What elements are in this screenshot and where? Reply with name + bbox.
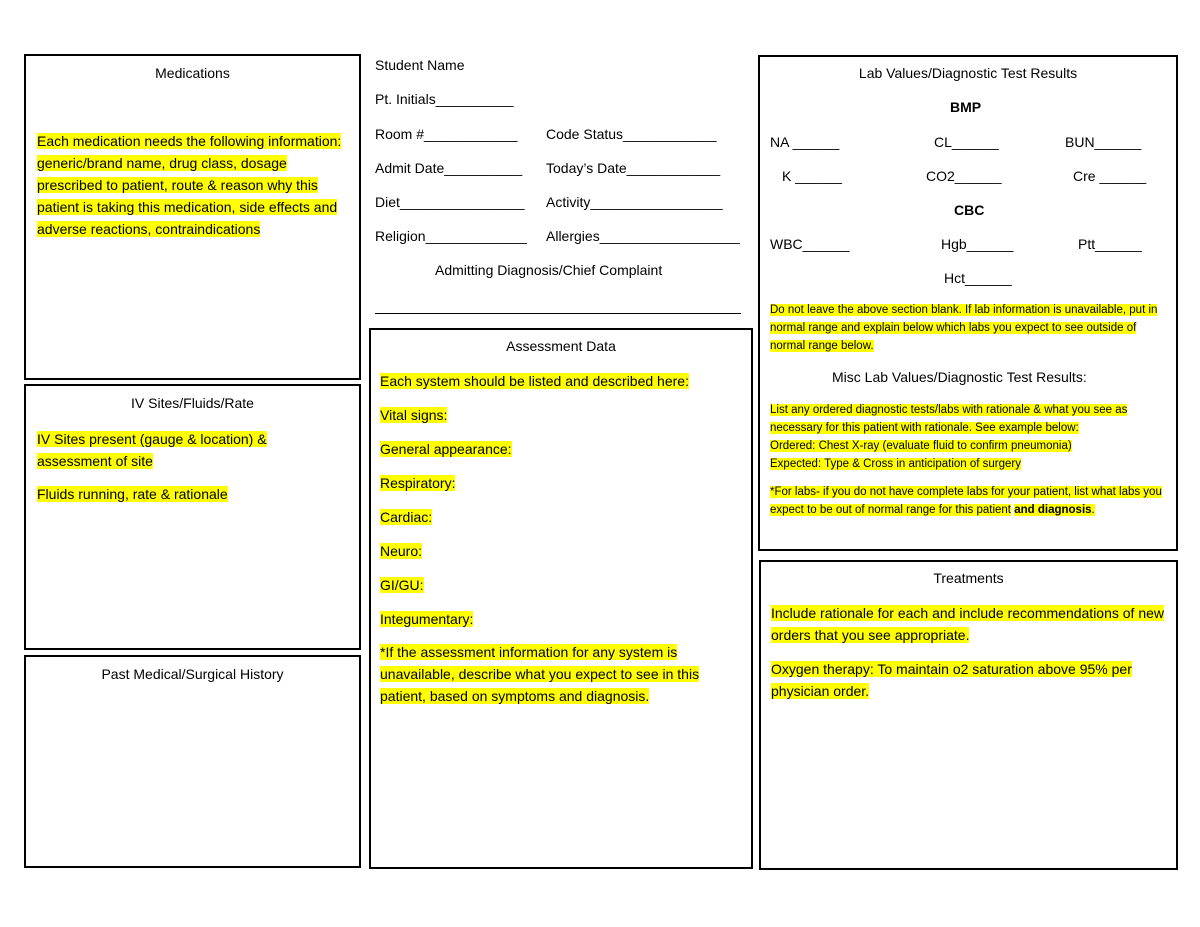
code-status-field: Code Status____________: [546, 126, 717, 142]
misc-labs-instructions: List any ordered diagnostic tests/labs with rationale & what you see as necessary for this patient with rationale. See example below:: [770, 404, 1128, 434]
integumentary-label: Integumentary:: [380, 611, 474, 627]
assessment-box: [369, 328, 753, 869]
cardiac-label: Cardiac:: [380, 509, 433, 525]
pmh-title: Past Medical/Surgical History: [101, 666, 284, 682]
lab-wbc: WBC______: [770, 236, 850, 252]
assessment-instructions: Each system should be listed and described here:: [380, 373, 689, 389]
iv-fluids-note: Fluids running, rate & rationale: [37, 486, 228, 502]
lab-na: NA ______: [770, 134, 840, 150]
misc-labs-example-ordered: Ordered: Chest X-ray (evaluate fluid to confirm pneumonia): [770, 440, 1072, 452]
iv-box: [24, 384, 361, 650]
vital-signs-label: Vital signs:: [380, 407, 448, 423]
lab-cl: CL______: [934, 134, 999, 150]
misc-labs-footnote: *For labs- if you do not have complete labs for your patient, list what labs you expect to be out of normal range for this patient: [770, 486, 1162, 516]
admit-date-field: Admit Date__________: [375, 160, 523, 176]
pmh-box: [24, 655, 361, 868]
iv-title: IV Sites/Fluids/Rate: [131, 395, 254, 411]
lab-k: K ______: [782, 168, 842, 184]
bmp-header: BMP: [950, 99, 982, 115]
lab-hct: Hct______: [944, 270, 1012, 286]
assessment-footnote: *If the assessment information for any system is unavailable, describe what you expect to see in this patient, based on symptoms and diagnosis.: [380, 644, 700, 704]
room-field: Room #____________: [375, 126, 518, 142]
admitting-diagnosis-label: Admitting Diagnosis/Chief Complaint: [435, 262, 663, 278]
assessment-title: Assessment Data: [506, 338, 616, 354]
student-name-label: Student Name: [375, 57, 465, 73]
treatments-box: [759, 560, 1178, 870]
treatments-title: Treatments: [933, 570, 1004, 586]
lab-hgb: Hgb______: [941, 236, 1014, 252]
todays-date-field: Today’s Date____________: [546, 160, 721, 176]
labs-box: [758, 55, 1178, 551]
medications-box: [24, 54, 361, 380]
diet-field: Diet________________: [375, 194, 525, 210]
labs-warning: Do not leave the above section blank. If lab information is unavailable, put in normal range and explain below which labs you expect to see outside of normal range below.: [770, 304, 1158, 352]
lab-ptt: Ptt______: [1078, 236, 1142, 252]
general-appearance-label: General appearance:: [380, 441, 512, 457]
lab-co2: CO2______: [926, 168, 1002, 184]
neuro-label: Neuro:: [380, 543, 423, 559]
religion-field: Religion_____________: [375, 228, 527, 244]
oxygen-therapy-example: Oxygen therapy: To maintain o2 saturation above 95% per physician order.: [771, 661, 1132, 699]
pt-initials-field: Pt. Initials__________: [375, 91, 514, 107]
medications-instructions: Each medication needs the following information: generic/brand name, drug class, dosage prescribed to patient, route & reason why this patient is taking this medication, side effects and adverse reactions, contraindications: [37, 133, 342, 237]
lab-cre: Cre ______: [1073, 168, 1147, 184]
activity-field: Activity_________________: [546, 194, 723, 210]
cbc-header: CBC: [954, 202, 985, 218]
misc-labs-title: Misc Lab Values/Diagnostic Test Results:: [832, 369, 1087, 385]
lab-bun: BUN______: [1065, 134, 1142, 150]
misc-labs-example-expected: Expected: Type & Cross in anticipation of surgery: [770, 458, 1022, 470]
labs-title: Lab Values/Diagnostic Test Results: [858, 65, 1078, 81]
treatments-instructions: Include rationale for each and include recommendations of new orders that you see appropriate.: [771, 605, 1165, 643]
allergies-field: Allergies__________________: [546, 228, 740, 244]
medications-title: Medications: [155, 65, 230, 81]
iv-sites-note: IV Sites present (gauge & location) & assessment of site: [37, 431, 267, 469]
misc-labs-footnote-emphasis: and diagnosis: [1014, 504, 1092, 516]
misc-labs-footnote-end: .: [1091, 504, 1095, 516]
gi-gu-label: GI/GU:: [380, 577, 424, 593]
respiratory-label: Respiratory:: [380, 475, 456, 491]
admitting-diagnosis-line: [375, 313, 741, 314]
